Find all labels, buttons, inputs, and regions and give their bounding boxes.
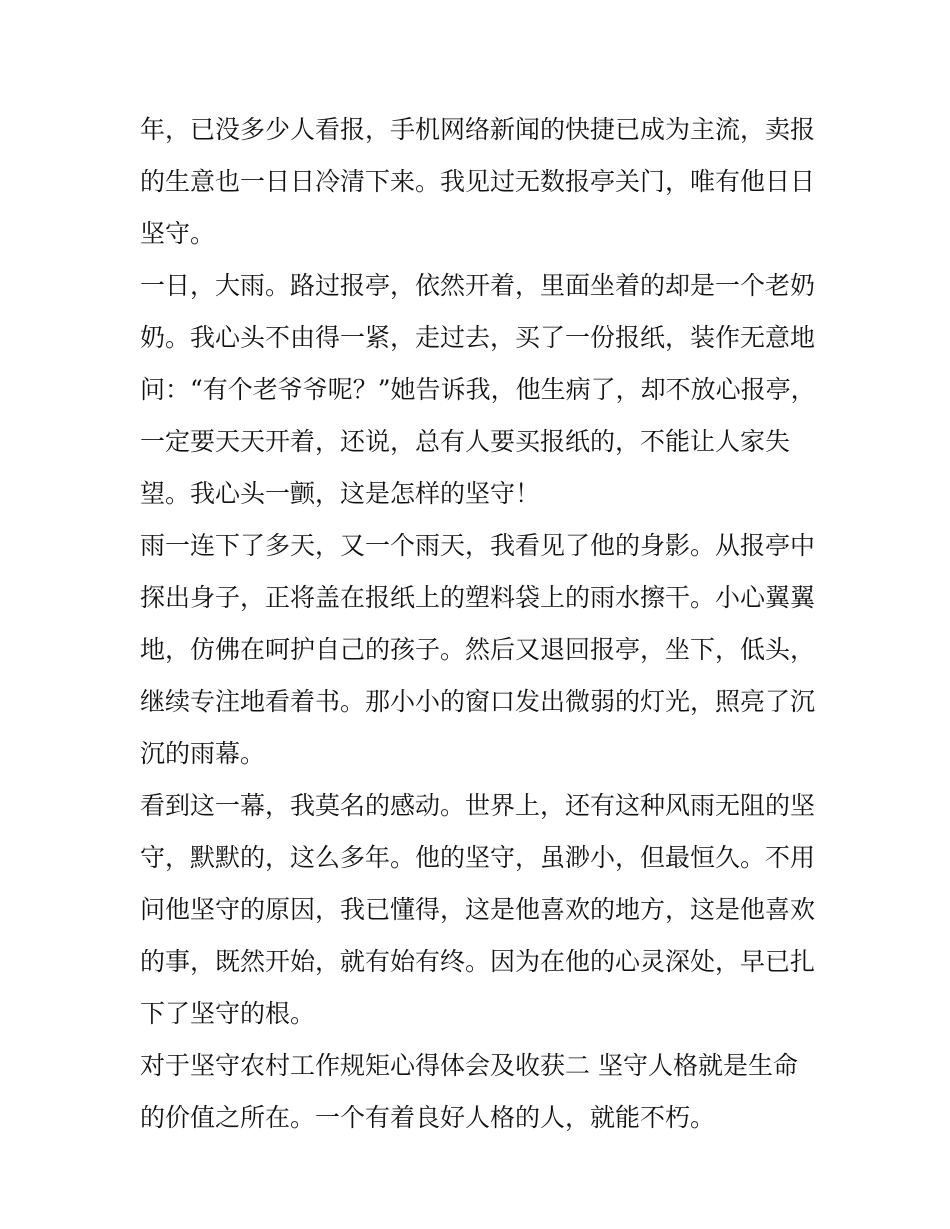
document-page [140, 104, 820, 1144]
text-line: 雨一连下了多天，又一个雨天，我看见了他的身影。从报亭中 [140, 531, 816, 560]
text-line: 守，默默的，这么多年。他的坚守，虽渺小，但最恒久。不用 [140, 843, 816, 872]
text-line: 问：“有个老爷爷呢？”她告诉我，他生病了，却不放心报亭， [140, 375, 816, 404]
text-line: 奶。我心头不由得一紧，走过去，买了一份报纸，装作无意地 [140, 323, 816, 352]
text-line: 的事，既然开始，就有始有终。因为在他的心灵深处，早已扎 [140, 947, 816, 976]
text-line: 对于坚守农村工作规矩心得体会及收获二 坚守人格就是生命 [140, 1051, 798, 1080]
text-line: 下了坚守的根。 [140, 999, 316, 1028]
text-line: 地，仿佛在呵护自己的孩子。然后又退回报亭，坐下，低头， [140, 635, 816, 664]
text-line: 看到这一幕，我莫名的感动。世界上，还有这种风雨无阻的坚 [140, 791, 816, 820]
text-line: 沉的雨幕。 [140, 739, 266, 768]
text-line: 一日，大雨。路过报亭，依然开着，里面坐着的却是一个老奶 [140, 271, 816, 300]
text-line: 的生意也一日日冷清下来。我见过无数报亭关门，唯有他日日 [140, 167, 816, 196]
text-line: 继续专注地看着书。那小小的窗口发出微弱的灯光，照亮了沉 [140, 687, 816, 716]
text-line: 坚守。 [140, 219, 216, 248]
text-line: 一定要天天开着，还说，总有人要买报纸的，不能让人家失 [140, 427, 791, 456]
text-line: 望。我心头一颤，这是怎样的坚守！ [140, 479, 541, 508]
text-line: 探出身子，正将盖在报纸上的塑料袋上的雨水擦干。小心翼翼 [140, 583, 816, 612]
text-line: 问他坚守的原因，我已懂得，这是他喜欢的地方，这是他喜欢 [140, 895, 816, 924]
text-line: 的价值之所在。一个有着良好人格的人，就能不朽。 [140, 1103, 716, 1132]
text-line: 年，已没多少人看报，手机网络新闻的快捷已成为主流，卖报 [140, 115, 816, 144]
